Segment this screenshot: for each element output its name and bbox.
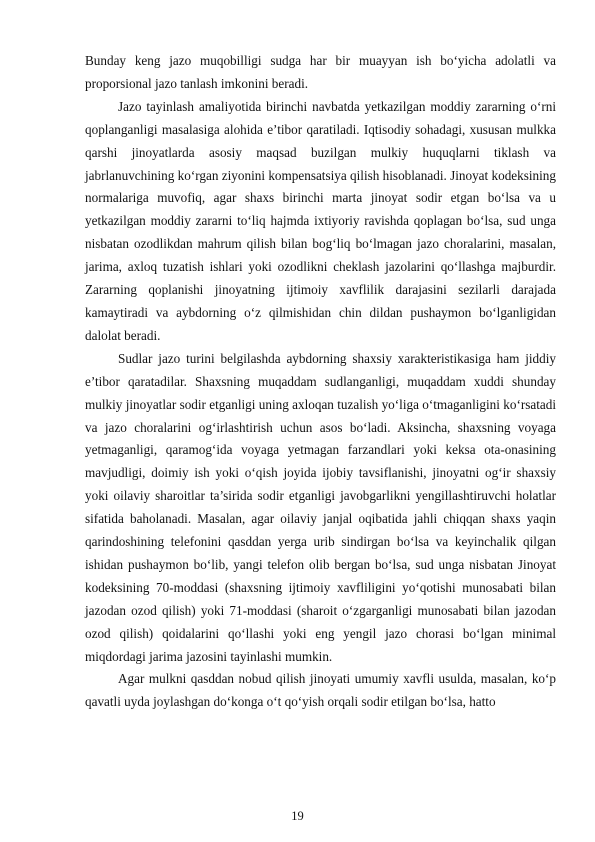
- page-number: 19: [291, 809, 304, 823]
- document-body: [85, 50, 556, 714]
- paragraph-dangerous-method: Agar mulkni qasddan nobud qilish jinoyati umumiy xavfli usulda, masalan, ko‘p qavatli uyda joylashgan do‘konga o‘t qo‘yish orqali sodir etilgan bo‘lsa, hatto: [85, 671, 556, 710]
- paragraph-material-damage: Jazo tayinlash amaliyotida birinchi navbatda yetkazilgan moddiy zararning o‘rni qoplanganligi masalasiga alohida e’tibor qaratiladi. Iqtisodiy sohadagi, xususan mulkka qarshi jinoyatlarda asosiy maqsad buzilgan mulkiy huquqlarni tiklash va jabrlanuvchining ko‘rgan ziyonini kompensatsiya qilish hisoblanadi. Jinoyat kodeksining normalariga muvofiq, agar shaxs birinchi marta jinoyat sodir etgan bo‘lsa va u yetkazilgan moddiy zararni to‘liq hajmda ixtiyoriy ravishda qoplagan bo‘lsa, sud unga nisbatan ozodlikdan mahrum qilish bilan bog‘liq bo‘lmagan jazo choralarini, masalan, jarima, axloq tuzatish ishlari yoki ozodlikni cheklash jazolarini qo‘llashga majburdir. Zararning qoplanishi jinoyatning ijtimoiy xavflilik darajasini sezilarli darajada kamaytiradi va aybdorning o‘z qilmishidan chin dildan pushaymon bo‘lganligidan dalolat beradi.: [85, 98, 556, 343]
- paragraph-personal-characteristics: Sudlar jazo turini belgilashda aybdorning shaxsiy xarakteristikasiga ham jiddiy e’tibor qaratadilar. Shaxsning muqaddam sudlanganligi, muqaddam xuddi shunday mulkiy jinoyatlar sodir etganligi uning axloqan tuzalish yo‘liga o‘tmaganligini ko‘rsatadi va jazo choralarini og‘irlashtirish uchun asos bo‘ladi. Aksincha, shaxsning voyaga yetmaganligi, qaramog‘ida voyaga yetmagan farzandlari yoki keksa ota-onasining mavjudligi, doimiy ish yoki o‘qish joyida ijobiy tavsiflanishi, jinoyatni og‘ir shaxsiy yoki oilaviy sharoitlar ta’sirida sodir etganligi javobgarlikni yengillashtiruvchi holatlar sifatida baholanadi. Masalan, agar oilaviy janjal oqibatida jahli chiqqan shaxs yaqin qarindoshining telefonini qasddan yerga urib sindirgan bo‘lsa va keyinchalik qilgan ishidan pushaymon bo‘lib, yangi telefon olib bergan bo‘lsa, sud unga nisbatan Jinoyat kodeksining 70-moddasi (shaxsning ijtimoiy xavfliligini yo‘qotishi munosabati bilan jazodan ozod qilish) yoki 71-moddasi (sharoit o‘zgarganligi munosabati bilan jazodan ozod qilish) qoidalarini qo‘llashi yoki eng yengil jazo chorasi bo‘lgan minimal miqdordagi jarima jazosini tayinlashi mumkin.: [85, 350, 556, 664]
- paragraph-continuation: Bunday keng jazo muqobilligi sudga har bir muayyan ish bo‘yicha adolatli va proporsional jazo tanlash imkonini beradi.: [85, 53, 556, 91]
